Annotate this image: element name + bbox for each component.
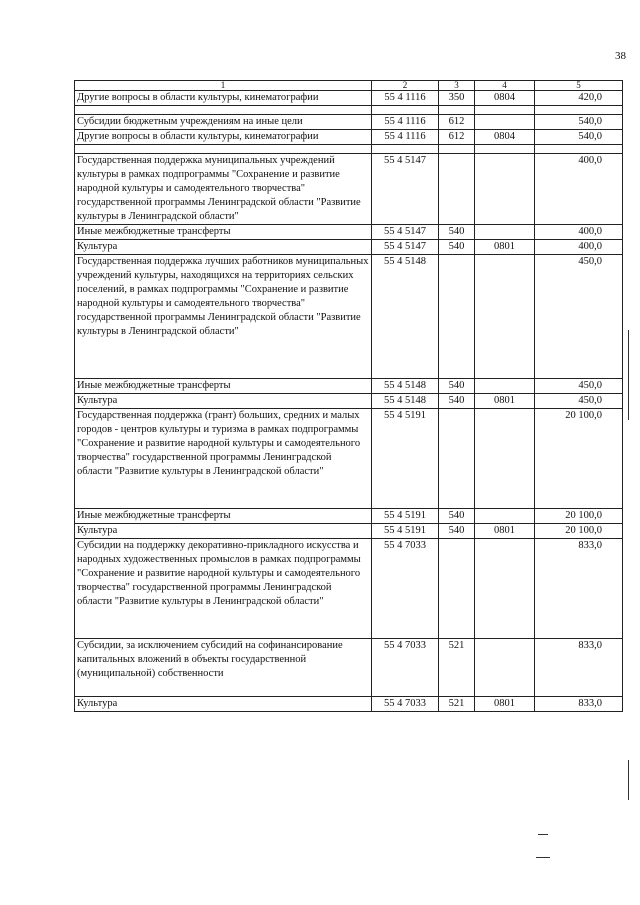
row-csr: 55 4 5191 <box>372 409 439 509</box>
row-rz: 0804 <box>475 130 535 145</box>
row-csr: 55 4 1116 <box>372 91 439 106</box>
row-name: Культура <box>75 524 372 539</box>
row-sum: 400,0 <box>535 154 623 225</box>
row-sum: 20 100,0 <box>535 524 623 539</box>
header-col-5: 5 <box>535 81 623 91</box>
table-row <box>75 639 623 697</box>
row-sum: 833,0 <box>535 639 623 697</box>
row-rz <box>475 154 535 225</box>
row-csr: 55 4 5148 <box>372 394 439 409</box>
row-vr <box>439 255 475 379</box>
row-rz: 0801 <box>475 524 535 539</box>
row-rz <box>475 379 535 394</box>
row-sum: 540,0 <box>535 130 623 145</box>
row-sum: 450,0 <box>535 255 623 379</box>
row-vr <box>439 539 475 639</box>
table-row <box>75 509 623 524</box>
row-rz <box>475 115 535 130</box>
row-name: Культура <box>75 697 372 712</box>
table-row <box>75 394 623 409</box>
row-vr: 540 <box>439 225 475 240</box>
row-rz <box>475 539 535 639</box>
row-csr: 55 4 5191 <box>372 524 439 539</box>
spacer-row <box>75 145 623 154</box>
row-vr <box>439 154 475 225</box>
header-col-1: 1 <box>75 81 372 91</box>
row-vr: 540 <box>439 240 475 255</box>
row-name: Культура <box>75 240 372 255</box>
row-name: Государственная поддержка муниципальных учреждений культуры в рамках подпрограммы "Сохранение и развитие народной культуры и самодеятельного творчества" государственной программы Ленинградской области "Развитие культуры в Ленинградской области" <box>75 154 372 225</box>
row-sum: 400,0 <box>535 240 623 255</box>
row-csr: 55 4 1116 <box>372 130 439 145</box>
row-vr: 540 <box>439 524 475 539</box>
row-sum: 450,0 <box>535 379 623 394</box>
budget-table <box>74 80 623 712</box>
table-row <box>75 240 623 255</box>
row-rz <box>475 255 535 379</box>
table-row <box>75 130 623 145</box>
row-sum: 540,0 <box>535 115 623 130</box>
row-name: Иные межбюджетные трансферты <box>75 225 372 240</box>
row-csr: 55 4 5147 <box>372 225 439 240</box>
row-name: Субсидии бюджетным учреждениям на иные цели <box>75 115 372 130</box>
table-row <box>75 154 623 225</box>
row-csr: 55 4 5147 <box>372 154 439 225</box>
row-vr: 540 <box>439 379 475 394</box>
row-vr: 350 <box>439 91 475 106</box>
table-row <box>75 539 623 639</box>
table-row <box>75 255 623 379</box>
row-csr: 55 4 7033 <box>372 697 439 712</box>
row-csr: 55 4 5191 <box>372 509 439 524</box>
table-row <box>75 225 623 240</box>
row-vr: 521 <box>439 639 475 697</box>
row-vr: 612 <box>439 130 475 145</box>
row-name: Иные межбюджетные трансферты <box>75 509 372 524</box>
row-sum: 833,0 <box>535 539 623 639</box>
table-row <box>75 91 623 106</box>
scan-edge-mark <box>628 330 629 420</box>
scan-edge-mark <box>628 760 629 800</box>
table-header-row <box>75 81 623 91</box>
row-rz <box>475 225 535 240</box>
row-sum: 400,0 <box>535 225 623 240</box>
row-name: Культура <box>75 394 372 409</box>
table-row <box>75 409 623 509</box>
table-row <box>75 524 623 539</box>
scan-dash-mark <box>538 834 548 835</box>
scan-dash-mark <box>536 857 550 858</box>
row-rz: 0801 <box>475 697 535 712</box>
row-name: Государственная поддержка лучших работников муниципальных учреждений культуры, находящихся на территориях сельских поселений, в рамках подпрограммы "Сохранение и развитие народной культуры и самодеятельного творчества" государственной программы Ленинградской области "Развитие культуры в Ленинградской области" <box>75 255 372 379</box>
header-col-3: 3 <box>439 81 475 91</box>
header-col-4: 4 <box>475 81 535 91</box>
row-vr: 540 <box>439 509 475 524</box>
table-row <box>75 115 623 130</box>
row-sum: 420,0 <box>535 91 623 106</box>
row-sum: 20 100,0 <box>535 409 623 509</box>
row-csr: 55 4 5148 <box>372 379 439 394</box>
row-name: Субсидии, за исключением субсидий на софинансирование капитальных вложений в объекты государственной (муниципальной) собственности <box>75 639 372 697</box>
row-rz: 0804 <box>475 91 535 106</box>
row-name: Субсидии на поддержку декоративно-прикладного искусства и народных художественных промыслов в рамках подпрограммы "Сохранение и развитие народной культуры и самодеятельного творчества" государственной программы Ленинградской области "Развитие культуры в Ленинградской области" <box>75 539 372 639</box>
row-vr <box>439 409 475 509</box>
row-csr: 55 4 5147 <box>372 240 439 255</box>
row-vr: 612 <box>439 115 475 130</box>
row-rz: 0801 <box>475 394 535 409</box>
row-vr: 540 <box>439 394 475 409</box>
row-rz <box>475 409 535 509</box>
row-csr: 55 4 7033 <box>372 639 439 697</box>
row-csr: 55 4 5148 <box>372 255 439 379</box>
row-sum: 20 100,0 <box>535 509 623 524</box>
row-name: Государственная поддержка (грант) больших, средних и малых городов - центров культуры и туризма в рамках подпрограммы "Сохранение и развитие народной культуры и самодеятельного творчества" государственной программы Ленинградской области "Развитие культуры в Ленинградской области" <box>75 409 372 509</box>
spacer-row <box>75 106 623 115</box>
row-sum: 450,0 <box>535 394 623 409</box>
row-sum: 833,0 <box>535 697 623 712</box>
page-number: 38 <box>615 50 626 62</box>
row-csr: 55 4 1116 <box>372 115 439 130</box>
table-row <box>75 379 623 394</box>
row-rz <box>475 509 535 524</box>
row-name: Другие вопросы в области культуры, кинематографии <box>75 91 372 106</box>
row-name: Другие вопросы в области культуры, кинематографии <box>75 130 372 145</box>
header-col-2: 2 <box>372 81 439 91</box>
row-csr: 55 4 7033 <box>372 539 439 639</box>
row-rz: 0801 <box>475 240 535 255</box>
table-row <box>75 697 623 712</box>
row-name: Иные межбюджетные трансферты <box>75 379 372 394</box>
row-vr: 521 <box>439 697 475 712</box>
row-rz <box>475 639 535 697</box>
